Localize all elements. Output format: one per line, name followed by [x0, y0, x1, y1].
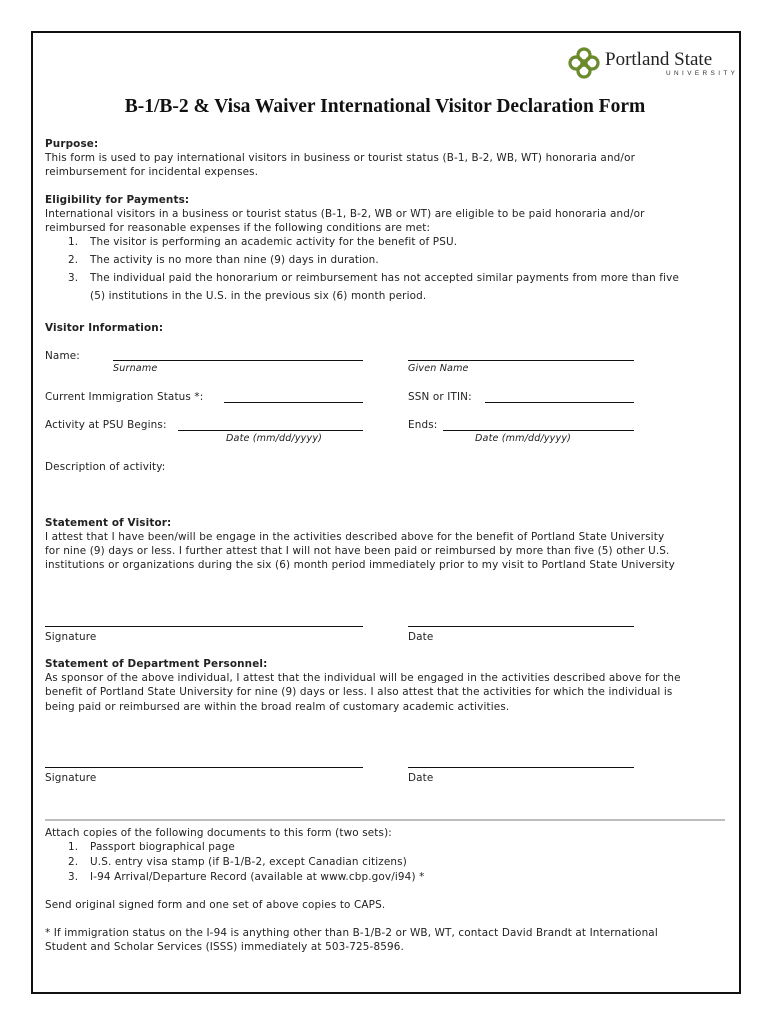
psu-leaf-knot-icon	[567, 46, 601, 80]
visitor-statement-line-3: institutions or organizations during the six (6) month period immediately prior to my visit to Portland State University	[45, 559, 675, 571]
ssn-label: SSN or ITIN:	[408, 391, 472, 403]
dept-statement-line-3: being paid or reimbursed are within the broad realm of customary academic activities.	[45, 701, 510, 713]
visitor-statement-line-2: for nine (9) days or less. I further attest that I will not have been paid or reimbursed by more than five (5) other U.S.	[45, 545, 670, 557]
description-field[interactable]	[45, 476, 725, 512]
ssn-field[interactable]	[485, 402, 634, 403]
eligibility-item-num-2: 2.	[68, 254, 79, 266]
attachment-item-1: Passport biographical page	[90, 841, 235, 853]
send-instructions: Send original signed form and one set of above copies to CAPS.	[45, 899, 386, 911]
name-label: Name:	[45, 350, 80, 362]
purpose-line-2: reimbursement for incidental expenses.	[45, 166, 259, 178]
eligibility-item-3-cont: (5) institutions in the U.S. in the previous six (6) month period.	[90, 290, 427, 302]
purpose-heading: Purpose:	[45, 138, 99, 150]
eligibility-item-num-1: 1.	[68, 236, 79, 248]
dept-signature-label: Signature	[45, 772, 97, 784]
visitor-info-heading: Visitor Information:	[45, 322, 164, 334]
dept-signature-field[interactable]	[45, 767, 363, 768]
visitor-date-label: Date	[408, 631, 434, 643]
attachments-intro: Attach copies of the following documents to this form (two sets):	[45, 827, 392, 839]
eligibility-item-3: The individual paid the honorarium or reimbursement has not accepted similar payments from more than five	[90, 272, 679, 284]
surname-field[interactable]	[113, 360, 363, 361]
eligibility-item-2: The activity is no more than nine (9) days in duration.	[90, 254, 379, 266]
eligibility-heading: Eligibility for Payments:	[45, 194, 190, 206]
given-name-field[interactable]	[408, 360, 634, 361]
eligibility-line-2: reimbursed for reasonable expenses if the following conditions are met:	[45, 222, 431, 234]
immigration-status-field[interactable]	[224, 402, 363, 403]
footnote-line-1: * If immigration status on the I-94 is anything other than B-1/B-2 or WB, WT, contact David Brandt at International	[45, 927, 658, 939]
ends-field[interactable]	[443, 430, 634, 431]
dept-date-label: Date	[408, 772, 434, 784]
eligibility-item-num-3: 3.	[68, 272, 79, 284]
logo-name: Portland State	[605, 49, 713, 70]
visitor-signature-label: Signature	[45, 631, 97, 643]
ends-label: Ends:	[408, 419, 438, 431]
description-label: Description of activity:	[45, 461, 166, 473]
form-title: B-1/B-2 & Visa Waiver International Visitor Declaration Form	[124, 96, 646, 117]
attachment-item-2: U.S. entry visa stamp (if B-1/B-2, except Canadian citizens)	[90, 856, 407, 868]
section-divider	[45, 819, 725, 821]
dept-statement-line-1: As sponsor of the above individual, I attest that the individual will be engaged in the activities described above for the	[45, 672, 681, 684]
immigration-status-label: Current Immigration Status *:	[45, 391, 204, 403]
attachment-num-1: 1.	[68, 841, 79, 853]
visitor-date-field[interactable]	[408, 626, 634, 627]
ends-date-caption: Date (mm/dd/yyyy)	[475, 433, 572, 444]
attachment-item-3: I-94 Arrival/Departure Record (available at www.cbp.gov/i94) *	[90, 871, 425, 883]
purpose-line-1: This form is used to pay international visitors in business or tourist status (B-1, B-2, WB, WT) honoraria and/or	[45, 152, 636, 164]
eligibility-item-1: The visitor is performing an academic activity for the benefit of PSU.	[90, 236, 458, 248]
visitor-statement-line-1: I attest that I have been/will be engage in the activities described above for the benefit of Portland State University	[45, 531, 665, 543]
begins-date-caption: Date (mm/dd/yyyy)	[226, 433, 323, 444]
dept-statement-line-2: benefit of Portland State University for nine (9) days or less. I also attest that the activities for which the individual is	[45, 686, 673, 698]
activity-begins-label: Activity at PSU Begins:	[45, 419, 167, 431]
attachment-num-3: 3.	[68, 871, 79, 883]
eligibility-line-1: International visitors in a business or tourist status (B-1, B-2, WB or WT) are eligible to be paid honoraria and/or	[45, 208, 645, 220]
visitor-signature-field[interactable]	[45, 626, 363, 627]
logo-subtitle: UNIVERSITY	[666, 70, 739, 77]
dept-statement-heading: Statement of Department Personnel:	[45, 658, 268, 670]
activity-begins-field[interactable]	[178, 430, 363, 431]
psu-logo	[567, 46, 739, 80]
surname-caption: Surname	[113, 363, 158, 374]
visitor-statement-heading: Statement of Visitor:	[45, 517, 172, 529]
attachment-num-2: 2.	[68, 856, 79, 868]
dept-date-field[interactable]	[408, 767, 634, 768]
given-name-caption: Given Name	[408, 363, 469, 374]
footnote-line-2: Student and Scholar Services (ISSS) immediately at 503-725-8596.	[45, 941, 404, 953]
